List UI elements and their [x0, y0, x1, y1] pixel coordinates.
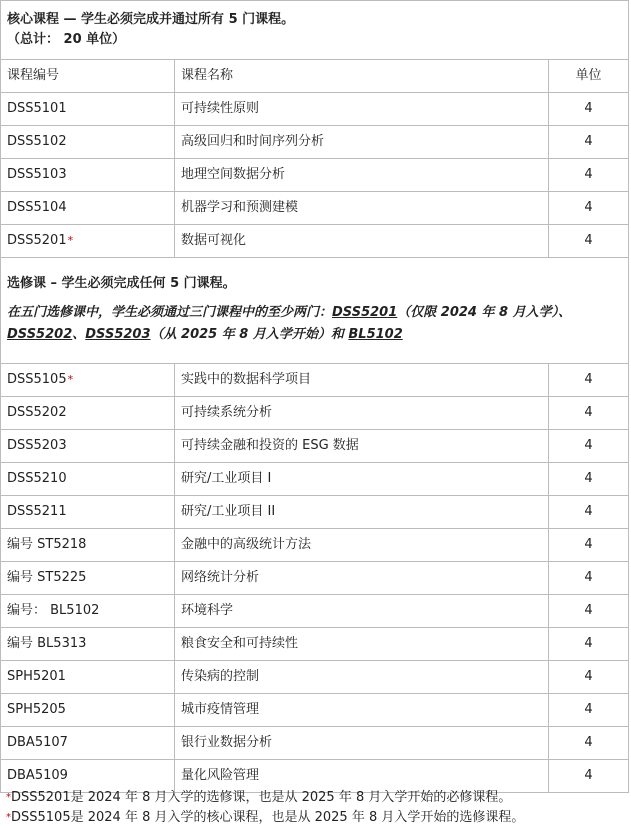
note-text-d: （从 2025 年 8 月入学开始）和	[150, 327, 349, 342]
elective-heading-title: 选修课 – 学生必须完成任何 5 门课程。	[7, 276, 236, 291]
footnote-text: DSS5105是 2024 年 8 月入学的核心课程，也是从 2025 年 8 月入学开始的选修课程。	[11, 810, 525, 825]
course-code: SPH5201	[7, 669, 66, 684]
course-code: SPH5205	[7, 702, 66, 717]
course-units: 4	[549, 661, 629, 694]
course-units: 4	[549, 463, 629, 496]
course-link-dss5203[interactable]: DSS5203	[85, 327, 151, 342]
course-code-cell	[1, 397, 175, 430]
course-code: 编号 ST5225	[7, 570, 87, 585]
course-code: 编号 BL5313	[7, 636, 87, 651]
table-row	[1, 397, 629, 430]
course-link-dss5202[interactable]: DSS5202	[7, 327, 73, 342]
table-row	[1, 192, 629, 225]
course-code: DSS5105	[7, 372, 67, 387]
course-name: 研究/工业项目 I	[175, 463, 549, 496]
course-code: DSS5102	[7, 134, 67, 149]
course-name: 机器学习和预测建模	[175, 192, 549, 225]
footnote-star: *	[6, 812, 11, 823]
core-heading	[1, 1, 629, 60]
course-code-cell	[1, 562, 175, 595]
course-name: 银行业数据分析	[175, 727, 549, 760]
course-code: 编号： BL5102	[7, 603, 100, 618]
course-code-cell	[1, 529, 175, 562]
course-link-bl5102[interactable]: BL5102	[348, 327, 403, 342]
course-name: 量化风险管理	[175, 760, 549, 793]
table-row	[1, 93, 629, 126]
elective-requirement-note	[7, 302, 622, 346]
course-code-cell	[1, 430, 175, 463]
course-code: 编号 ST5218	[7, 537, 87, 552]
course-code-cell	[1, 463, 175, 496]
course-name: 实践中的数据科学项目	[175, 364, 549, 397]
core-heading-title: 核心课程 — 学生必须完成并通过所有 5 门课程。	[7, 12, 295, 27]
course-code-cell	[1, 694, 175, 727]
course-code: DBA5109	[7, 768, 68, 783]
note-text-b: （仅限 2024 年 8 月入学）、	[397, 305, 572, 320]
course-code: DSS5103	[7, 167, 67, 182]
table-header-row	[1, 60, 629, 93]
course-name: 高级回归和时间序列分析	[175, 126, 549, 159]
course-units: 4	[549, 225, 629, 258]
table-row	[1, 661, 629, 694]
course-name: 环境科学	[175, 595, 549, 628]
course-units: 4	[549, 694, 629, 727]
course-units: 4	[549, 126, 629, 159]
course-units: 4	[549, 760, 629, 793]
course-code-cell	[1, 727, 175, 760]
course-code-cell	[1, 661, 175, 694]
header-course-code: 课程编号	[1, 60, 175, 93]
course-code-cell	[1, 126, 175, 159]
course-name: 可持续系统分析	[175, 397, 549, 430]
course-code: DSS5202	[7, 405, 67, 420]
course-units: 4	[549, 430, 629, 463]
course-units: 4	[549, 159, 629, 192]
course-units: 4	[549, 562, 629, 595]
table-row	[1, 595, 629, 628]
course-name: 研究/工业项目 II	[175, 496, 549, 529]
course-code: DBA5107	[7, 735, 68, 750]
course-name: 城市疫情管理	[175, 694, 549, 727]
table-row	[1, 364, 629, 397]
course-code-cell	[1, 159, 175, 192]
table-row	[1, 225, 629, 258]
footnote-star: *	[6, 792, 11, 803]
course-units: 4	[549, 529, 629, 562]
course-code: DSS5211	[7, 504, 67, 519]
course-units: 4	[549, 595, 629, 628]
course-name: 地理空间数据分析	[175, 159, 549, 192]
course-units: 4	[549, 628, 629, 661]
course-name: 粮食安全和可持续性	[175, 628, 549, 661]
table-row	[1, 529, 629, 562]
elective-heading-row	[1, 258, 629, 364]
table-row	[1, 159, 629, 192]
course-units: 4	[549, 496, 629, 529]
table-row	[1, 562, 629, 595]
elective-heading	[1, 258, 629, 364]
table-row	[1, 727, 629, 760]
course-units: 4	[549, 397, 629, 430]
footnote-dss5105	[6, 808, 524, 828]
course-code: DSS5203	[7, 438, 67, 453]
course-code-cell	[1, 93, 175, 126]
course-code-cell	[1, 628, 175, 661]
course-name: 可持续金融和投资的 ESG 数据	[175, 430, 549, 463]
course-code-cell	[1, 364, 175, 397]
course-code: DSS5201	[7, 233, 67, 248]
course-code-cell	[1, 595, 175, 628]
course-units: 4	[549, 192, 629, 225]
core-total-units: （总计： 20 单位）	[7, 32, 126, 47]
table-row	[1, 463, 629, 496]
table-row	[1, 694, 629, 727]
core-heading-row	[1, 1, 629, 60]
course-name: 可持续性原则	[175, 93, 549, 126]
footnote-dss5201	[6, 788, 524, 808]
course-name: 传染病的控制	[175, 661, 549, 694]
table-row	[1, 628, 629, 661]
header-units: 单位	[549, 60, 629, 93]
footnote-text: DSS5201是 2024 年 8 月入学的选修课，也是从 2025 年 8 月入学开始的必修课程。	[11, 790, 512, 805]
note-text-a: 在五门选修课中，学生必须通过三门课程中的至少两门：	[7, 305, 333, 320]
course-name: 数据可视化	[175, 225, 549, 258]
footnote-marker: *	[67, 234, 74, 247]
header-course-name: 课程名称	[175, 60, 549, 93]
note-text-c: 、	[72, 327, 86, 342]
course-name: 金融中的高级统计方法	[175, 529, 549, 562]
course-code-cell	[1, 225, 175, 258]
course-code-cell	[1, 496, 175, 529]
course-units: 4	[549, 727, 629, 760]
footnote-marker: *	[67, 373, 74, 386]
course-code-cell	[1, 192, 175, 225]
table-row	[1, 430, 629, 463]
course-units: 4	[549, 364, 629, 397]
course-link-dss5201[interactable]: DSS5201	[332, 305, 398, 320]
footnotes	[6, 788, 524, 828]
course-units: 4	[549, 93, 629, 126]
course-name: 网络统计分析	[175, 562, 549, 595]
course-code: DSS5104	[7, 200, 67, 215]
table-row	[1, 126, 629, 159]
course-code: DSS5210	[7, 471, 67, 486]
table-row	[1, 496, 629, 529]
course-code: DSS5101	[7, 101, 67, 116]
curriculum-table-body	[1, 1, 629, 793]
